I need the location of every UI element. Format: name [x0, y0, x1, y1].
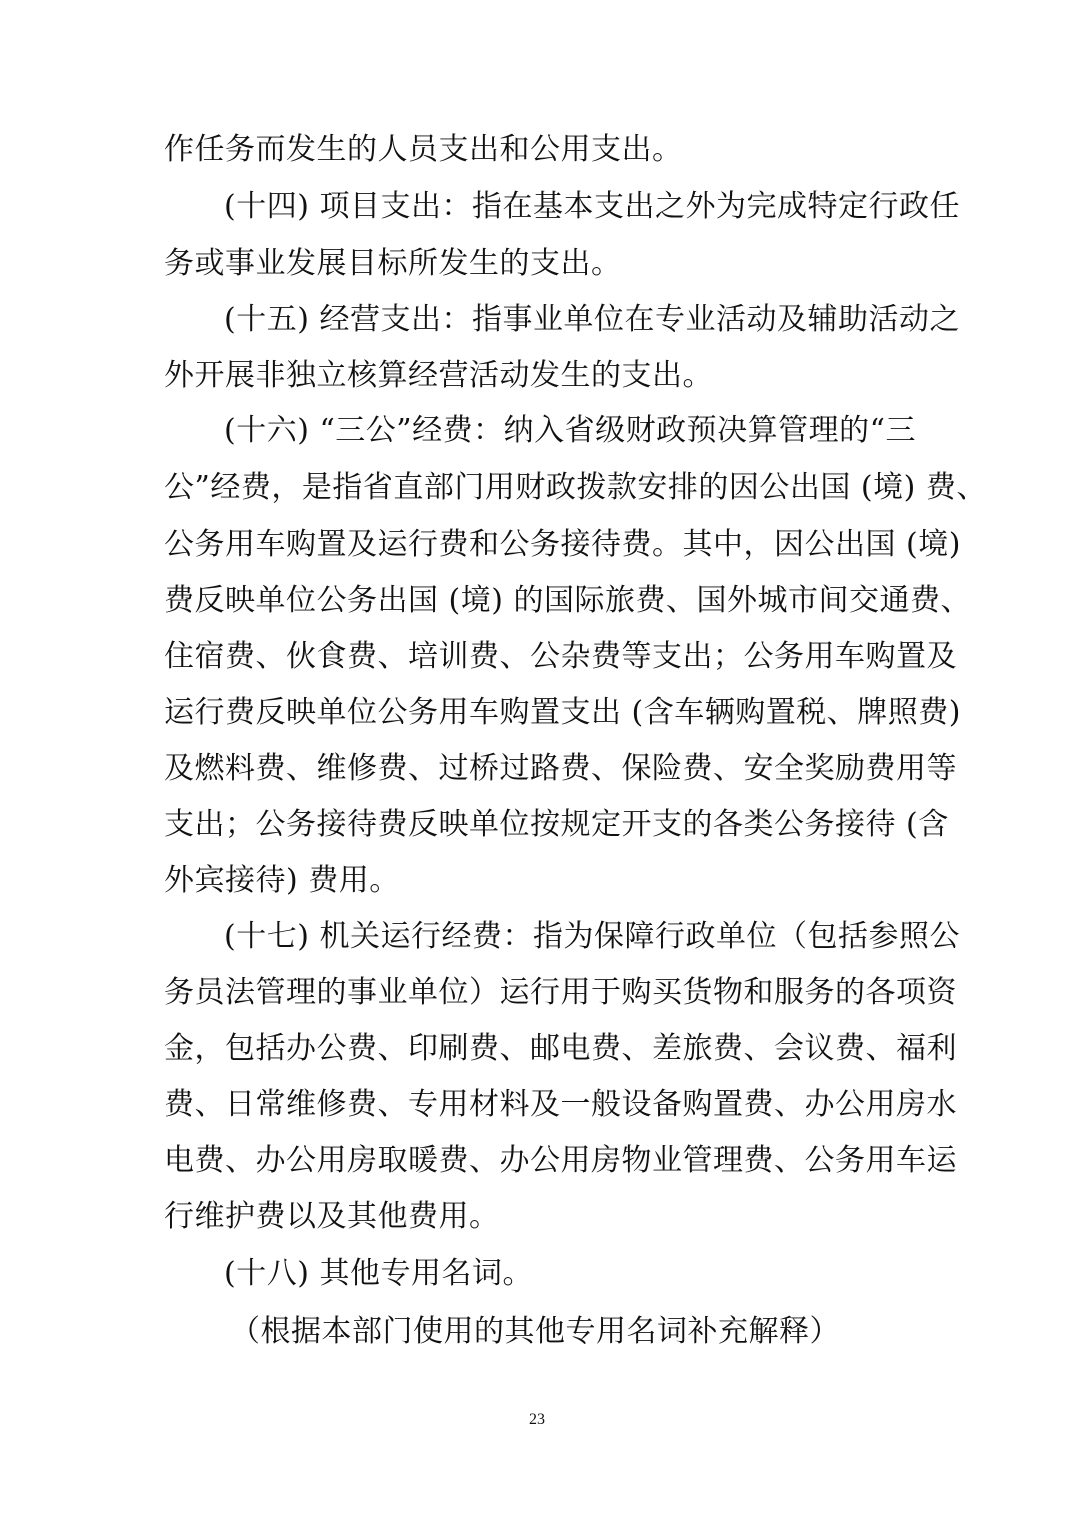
- text-line-6: (十六) “三公”经费：纳入省级财政预决算管理的“三: [224, 413, 916, 448]
- text-line-10: 住宿费、伙食费、培训费、公杂费等支出；公务用车购置及: [164, 639, 957, 674]
- text-line-17: 金，包括办公费、印刷费、邮电费、差旅费、会议费、福利: [164, 1031, 957, 1066]
- page-number: 23: [529, 1411, 545, 1428]
- text-line-3: 务或事业发展目标所发生的支出。: [164, 246, 622, 281]
- text-line-15: (十七) 机关运行经费：指为保障行政单位（包括参照公: [224, 919, 960, 954]
- text-line-13: 支出；公务接待费反映单位按规定开支的各类公务接待 (含: [164, 807, 949, 842]
- text-line-11: 运行费反映单位公务用车购置支出 (含车辆购置税、牌照费): [164, 695, 961, 730]
- text-line-22: （根据本部门使用的其他专用名词补充解释）: [230, 1314, 840, 1349]
- text-line-9: 费反映单位公务出国 (境) 的国际旅费、国外城市间交通费、: [164, 583, 971, 618]
- text-line-5: 外开展非独立核算经营活动发生的支出。: [164, 358, 713, 393]
- text-line-21: (十八) 其他专用名词。: [224, 1256, 533, 1291]
- text-line-19: 电费、办公用房取暖费、办公用房物业管理费、公务用车运: [164, 1143, 957, 1178]
- text-line-7: 公”经费，是指省直部门用财政拨款安排的因公出国 (境) 费、: [164, 470, 987, 505]
- text-line-1: 作任务而发生的人员支出和公用支出。: [164, 132, 683, 167]
- text-line-8: 公务用车购置及运行费和公务接待费。其中，因公出国 (境): [164, 527, 961, 562]
- text-line-18: 费、日常维修费、专用材料及一般设备购置费、办公用房水: [164, 1087, 957, 1122]
- text-line-20: 行维护费以及其他费用。: [164, 1199, 500, 1234]
- text-line-12: 及燃料费、维修费、过桥过路费、保险费、安全奖励费用等: [164, 751, 957, 786]
- text-line-2: (十四) 项目支出：指在基本支出之外为完成特定行政任: [224, 189, 960, 224]
- text-line-14: 外宾接待) 费用。: [164, 863, 400, 898]
- text-line-4: (十五) 经营支出：指事业单位在专业活动及辅助活动之: [224, 302, 960, 337]
- text-line-16: 务员法管理的事业单位）运行用于购买货物和服务的各项资: [164, 975, 957, 1010]
